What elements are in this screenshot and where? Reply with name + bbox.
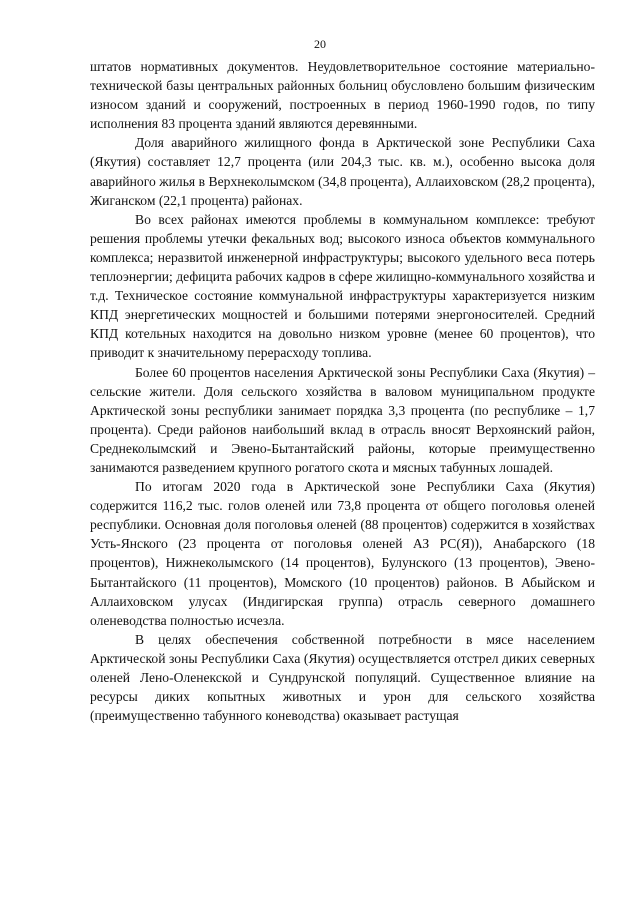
paragraph-wild-reindeer: В целях обеспечения собственной потребности в мясе населением Арктической зоны Республики Саха (Якутия) осуществляется отстрел диких северных оленей Лено-Оленекской и Сундрунской популяций. Существенное влияние на ресурсы диких копытных животных и урон для сельского хозяйства (преимущественно табунного коневодства) оказывает растущая [90,631,595,724]
paragraph-hospitals: штатов нормативных документов. Неудовлетворительное состояние материально-технической базы центральных районных больниц обусловлено большим физическим износом зданий и сооружений, построенных в период 1960-1990 годов, по типу исполнения 83 процента зданий являются деревянными. [90,59,595,132]
document-body [90,57,595,725]
page-number: 20 [314,37,326,51]
paragraph-emergency-housing: Доля аварийного жилищного фонда в Арктической зоне Республики Саха (Якутия) составляет 12,7 процента (или 204,3 тыс. кв. м.), особенно высока доля аварийного жилья в Верхнеколымском (34,8 процента), Аллаиховском (28,2 процента), Жиганском (22,1 процента) районах. [90,135,595,208]
paragraph-agriculture: Более 60 процентов населения Арктической зоны Республики Саха (Якутия) – сельские жители. Доля сельского хозяйства в валовом муниципальном продукте Арктической зоны республики занимает порядка 3,3 процента (по республике – 1,7 процента). Среди районов наибольший вклад в отрасль вносят Верхоянский район, Среднеколымский и Эвено-Бытантайский районы, которые преимущественно занимаются разведением крупного рогатого скота и мясных табунных лошадей. [90,364,595,475]
paragraph-utilities: Во всех районах имеются проблемы в коммунальном комплексе: требуют решения проблемы утечки фекальных вод; высокого износа объектов коммунального комплекса; неразвитой инженерной инфраструктуры; высокого удельного веса потерь теплоэнергии; дефицита рабочих кадров в сфере жилищно-коммунального хозяйства и т.д. Техническое состояние коммунальной инфраструктуры характеризуется низким КПД энергетических мощностей и большими потерями энергоносителей. Средний КПД котельных находится на довольно низком уровне (менее 60 процентов), что приводит к значительному перерасходу топлива. [90,211,595,361]
paragraph-reindeer-herding: По итогам 2020 года в Арктической зоне Республики Саха (Якутия) содержится 116,2 тыс. голов оленей или 73,8 процента от общего поголовья оленей республики. Основная доля поголовья оленей (88 процентов) содержится в хозяйствах Усть-Янского (23 процента от поголовья оленей АЗ РС(Я)), Анабарского (18 процентов), Нижнеколымского (14 процентов), Булунского (13 процентов), Эвено-Бытантайского (11 процентов), Момского (10 процентов) районов. В Абыйском и Аллаиховском улусах (Индигирская группа) отрасль северного домашнего оленеводства полностью исчезла. [90,479,595,628]
